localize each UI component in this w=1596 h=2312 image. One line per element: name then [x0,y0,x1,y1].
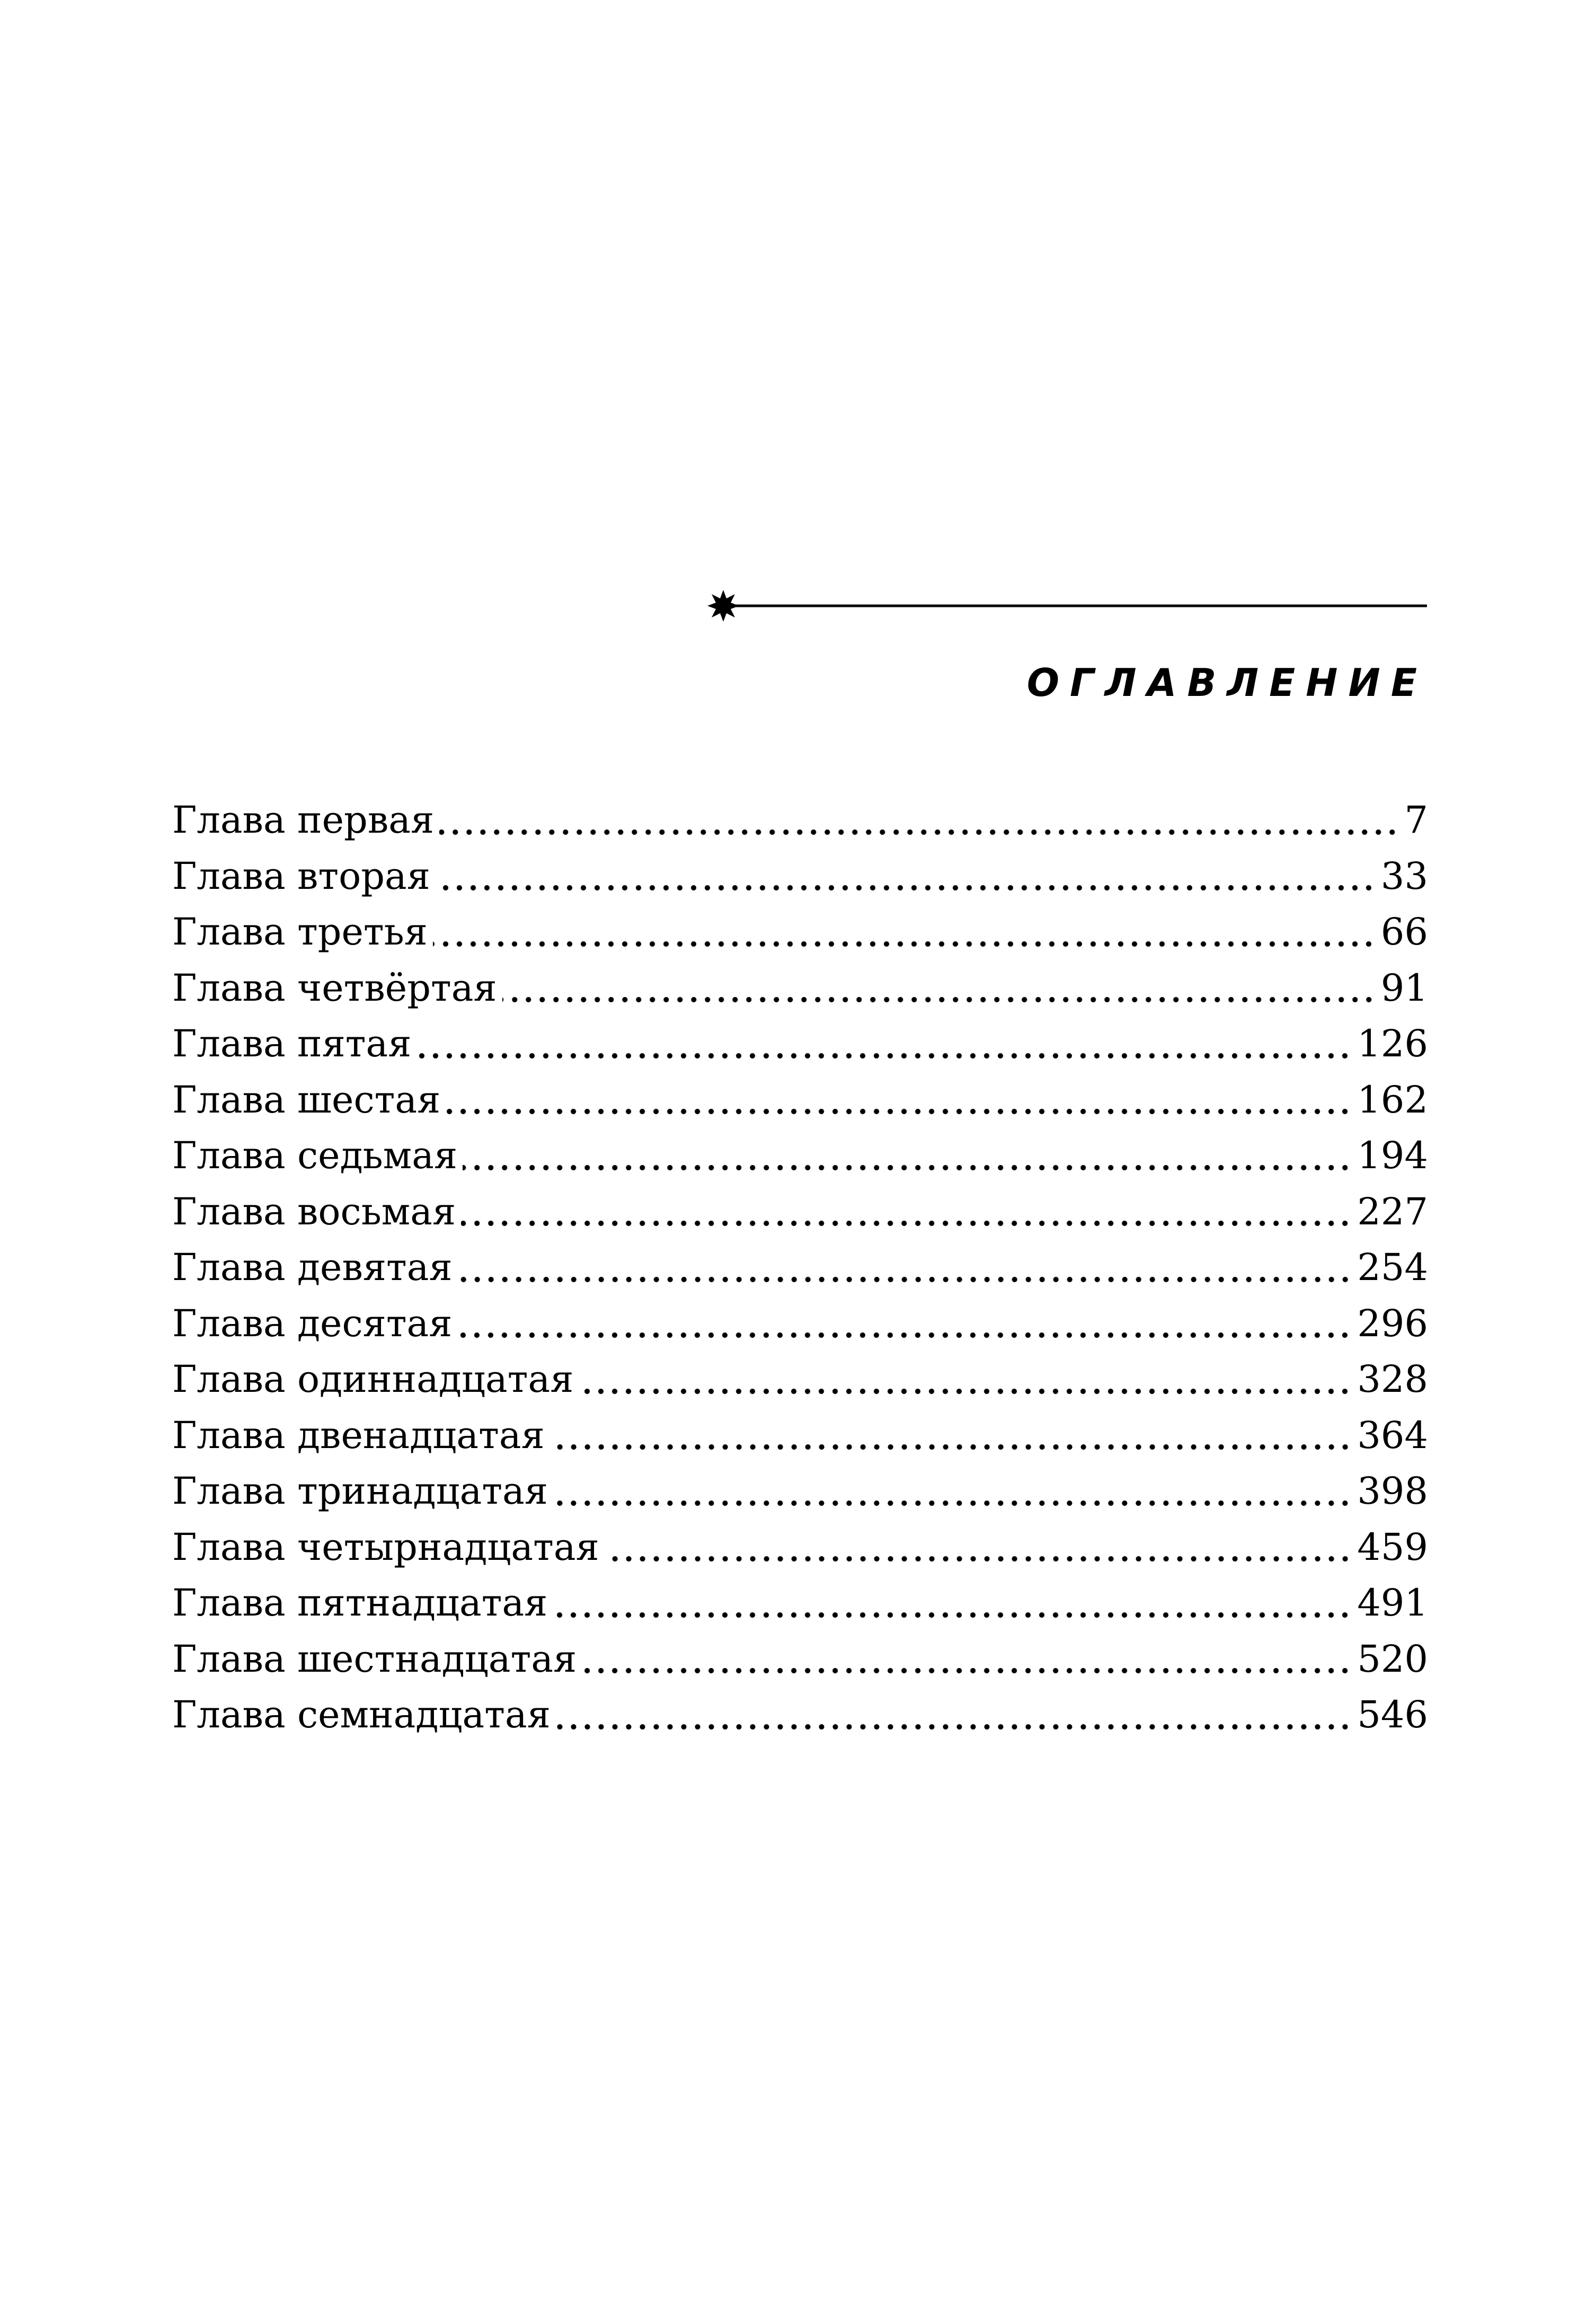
toc-entry-label: Глава девятая [172,1246,453,1289]
toc-entry[interactable] [172,1016,1428,1072]
toc-entry[interactable] [172,849,1428,905]
dot-leader [463,1163,1352,1172]
toc-entry-label: Глава тринадцатая [172,1469,548,1513]
toc-entry-page-number: 33 [1380,854,1428,898]
dot-leader [605,1554,1352,1564]
dot-leader [416,1051,1352,1061]
toc-entry-label: Глава одиннадцатая [172,1357,574,1401]
dot-leader [458,1275,1352,1284]
toc-entry[interactable] [172,904,1428,960]
star-rule-ornament [705,587,1427,624]
toc-entry[interactable] [172,960,1428,1017]
toc-entry[interactable] [172,1463,1428,1520]
toc-entry[interactable] [172,1575,1428,1631]
toc-entry[interactable] [172,1072,1428,1128]
dot-leader [446,1107,1352,1116]
toc-entry-page-number: 459 [1357,1525,1428,1569]
toc-entry-label: Глава шестнадцатая [172,1637,577,1681]
toc-entry[interactable] [172,1408,1428,1464]
toc-entry[interactable] [172,792,1428,849]
toc-entry-label: Глава четвёртая [172,966,497,1010]
dot-leader [436,883,1376,893]
toc-entry-page-number: 546 [1357,1693,1428,1736]
toc-entry-label: Глава четырнадцатая [172,1525,599,1569]
dot-leader [550,1442,1352,1452]
toc-entry-label: Глава восьмая [172,1189,456,1233]
toc-entry-page-number: 66 [1380,910,1428,954]
toc-entry-label: Глава двенадцатая [172,1413,545,1457]
toc-entry-page-number: 520 [1357,1637,1428,1681]
toc-entry-page-number: 227 [1357,1189,1428,1233]
toc-entry[interactable] [172,1184,1428,1240]
toc-entry-page-number: 398 [1357,1469,1428,1513]
toc-entry[interactable] [172,1128,1428,1184]
toc-entry-label: Глава седьмая [172,1134,458,1177]
toc-entry-label: Глава третья [172,910,428,954]
table-of-contents [172,792,1428,1743]
dot-leader [457,1330,1352,1340]
dot-leader [582,1666,1352,1675]
toc-entry-page-number: 91 [1380,966,1428,1010]
toc-entry-label: Глава семнадцатая [172,1693,551,1736]
toc-entry-label: Глава пятая [172,1022,412,1065]
toc-entry-page-number: 328 [1357,1357,1428,1401]
toc-entry[interactable] [172,1240,1428,1296]
dot-leader [433,939,1376,949]
toc-entry[interactable] [172,1352,1428,1408]
dot-leader [553,1498,1352,1508]
page-title: ОГЛАВЛЕНИЕ [1026,660,1427,705]
toc-entry-page-number: 162 [1357,1078,1428,1122]
toc-entry-page-number: 491 [1357,1581,1428,1625]
dot-leader [556,1722,1352,1732]
dot-leader [461,1219,1352,1228]
toc-entry-label: Глава десятая [172,1301,453,1345]
dot-leader [439,827,1399,837]
toc-entry[interactable] [172,1296,1428,1352]
toc-entry-page-number: 364 [1357,1413,1428,1457]
toc-entry-label: Глава шестая [172,1078,441,1122]
toc-entry-label: Глава пятнадцатая [172,1581,548,1625]
toc-entry-page-number: 296 [1357,1301,1428,1345]
toc-entry-label: Глава вторая [172,854,430,898]
toc-entry-page-number: 126 [1357,1022,1428,1065]
toc-entry-page-number: 254 [1357,1246,1428,1289]
dot-leader [502,995,1376,1004]
dot-leader [579,1387,1352,1396]
toc-entry-label: Глава первая [172,798,435,842]
toc-entry-page-number: 7 [1404,798,1428,842]
dot-leader [553,1610,1352,1620]
toc-entry[interactable] [172,1687,1428,1743]
toc-entry[interactable] [172,1520,1428,1576]
toc-entry-page-number: 194 [1357,1134,1428,1177]
toc-entry[interactable] [172,1631,1428,1688]
